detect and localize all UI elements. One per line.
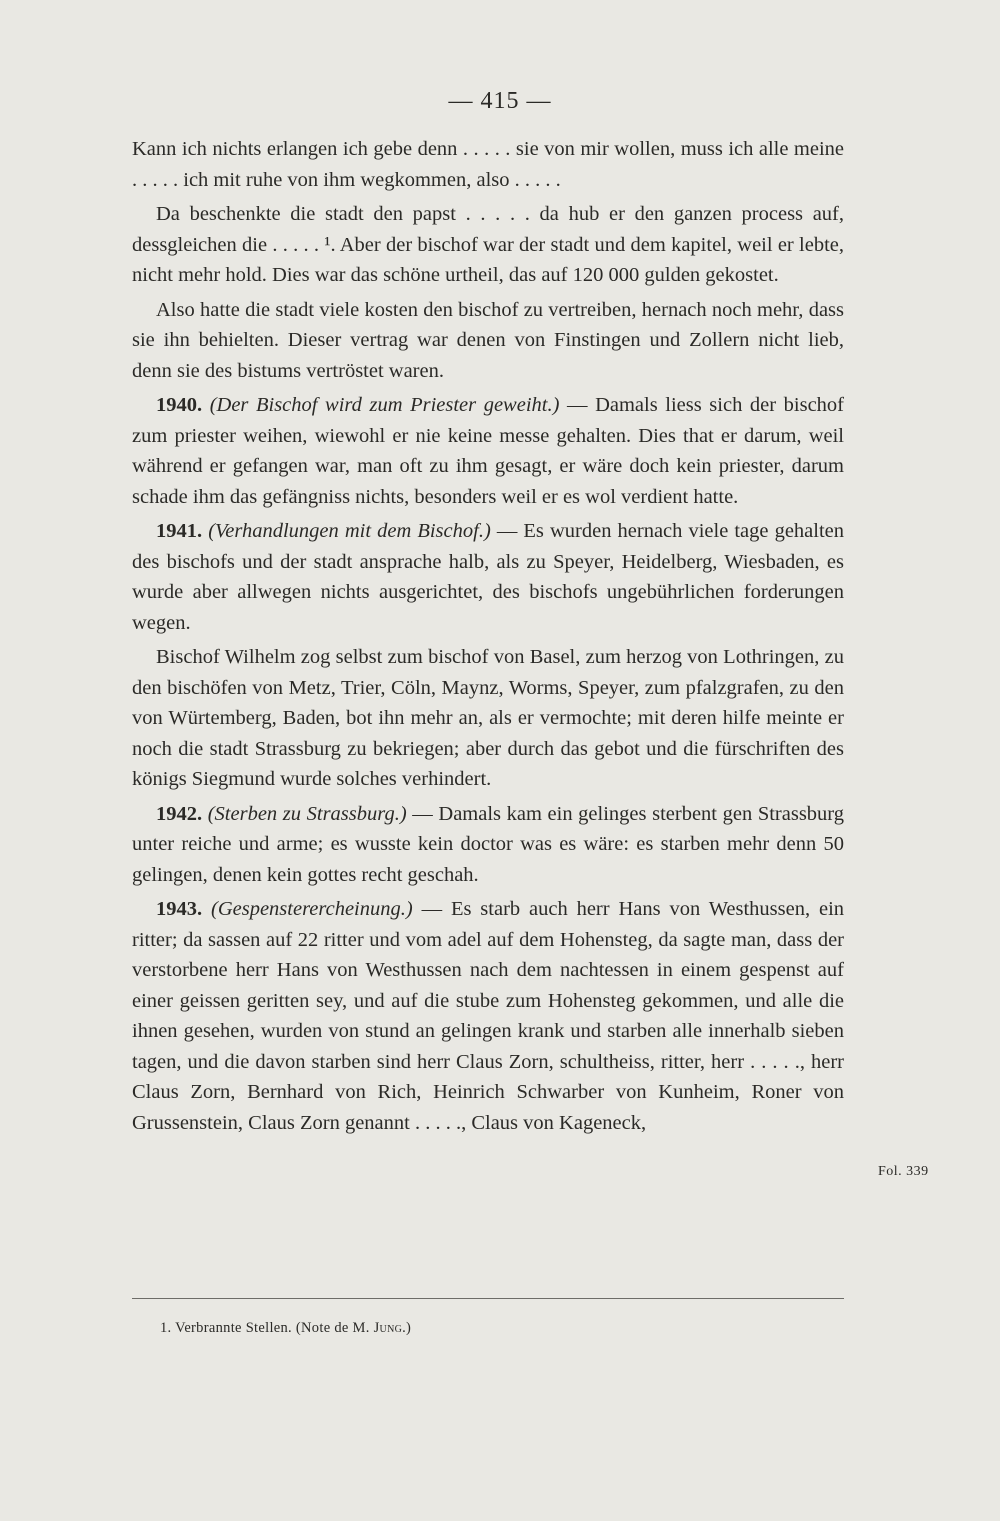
margin-note: Fol. 339: [878, 1164, 929, 1179]
section-1940: [132, 390, 844, 512]
paragraph-text: — Es starb auch herr Hans von Westhussen, ein ritter; da sassen auf 22 ritter und vom adel auf dem Hohensteg, da sagte man, dass der verstorbene herr Hans von Westhussen nach dem nachtessen in einem gespenst auf einer geissen geritten sey, und auf die stube zum Hohensteg gekommen, und alle die ihnen gesehen, wurden von stund an gelingen krank und starben alle innerhalb sieben tagen, und die davon starben sind herr Claus Zorn, schultheiss, ritter, herr . . . . ., herr Claus Zorn, Bernhard von Rich, Heinrich Schwarber von Kunheim, Roner von Grussenstein, Claus Zorn genannt . . . . ., Claus von Kageneck,: [132, 898, 845, 1134]
section-title: (Der Bischof wird zum Priester geweiht.): [209, 394, 560, 416]
footnote-marker: 1.: [160, 1320, 172, 1336]
footnote-text: Verbrannte Stellen. (Note de M.: [175, 1320, 374, 1336]
paragraph-2: [132, 199, 844, 291]
paragraph-text: Da beschenkte die stadt den papst . . . . . da hub er den ganzen process auf, dessgleichen die . . . . . ¹. Aber der bischof war der stadt und dem kapitel, weil er lebte, nicht mehr hold. Dies war das schöne urtheil, das auf 120 000 gulden gekostet.: [132, 203, 844, 286]
footnote-close: .): [402, 1320, 412, 1336]
paragraph-text: Bischof Wilhelm zog selbst zum bischof von Basel, zum herzog von Lothringen, zu den bischöfen von Metz, Trier, Cöln, Maynz, Worms, Speyer, zum pfalzgrafen, zu den von Würtemberg, Baden, bot ihn mehr an, als er vermochte; mit deren hilfe meinte er noch die stadt Strassburg zu bekriegen; aber durch das gebot und die fürschriften des königs Siegmund wurde solches verhindert.: [132, 646, 844, 790]
paragraph-text: — Damals kam ein gelinges sterbent gen Strassburg unter reiche und arme; es wusste kein doctor was es wäre: es starben mehr denn 50 gelingen, denen kein gottes recht geschah.: [132, 802, 845, 886]
body-text: [132, 134, 844, 1142]
paragraph-3: [132, 295, 844, 387]
paragraph-text: — Es wurden hernach viele tage gehalten des bischofs und der stadt ansprache halb, als zu Speyer, Heidelberg, Wiesbaden, es wurde aber allwegen nichts ausgerichtet, des bischofs ungebührlichen forderungen wegen.: [132, 520, 845, 634]
section-title: (Gespensterercheinung.): [211, 898, 413, 920]
section-1942: [132, 799, 844, 891]
paragraph-1: [132, 134, 844, 195]
paragraph-text: — Damals liess sich der bischof zum priester weihen, wiewohl er nie keine messe gehalten. Dies that er darum, weil während er gefangen war, man oft zu ihm gesagt, er wäre doch kein priester, darum schade ihm das gefängniss nichts, besonders weil er es wol verdient hatte.: [132, 394, 844, 508]
section-title: (Verhandlungen mit dem Bischof.): [208, 520, 491, 542]
section-1943: [132, 894, 844, 1138]
section-number: 1940.: [156, 394, 203, 416]
footnote-divider: [132, 1298, 844, 1299]
paragraph-text: Kann ich nichts erlangen ich gebe denn . . . . . sie von mir wollen, muss ich alle meine . . . . . ich mit ruhe von ihm wegkommen, also . . . . .: [132, 138, 844, 191]
footnote: [160, 1320, 411, 1337]
section-number: 1943.: [156, 898, 203, 920]
section-1941: [132, 516, 844, 638]
paragraph-text: Also hatte die stadt viele kosten den bischof zu vertreiben, hernach noch mehr, dass sie ihn behielten. Dieser vertrag war denen von Finstingen und Zollern nicht lieb, denn sie des bistums vertröstet waren.: [132, 298, 844, 382]
section-title: (Sterben zu Strassburg.): [207, 802, 407, 825]
footnote-author: Jung: [373, 1320, 403, 1336]
section-number: 1942.: [156, 802, 203, 825]
page-number: — 415 —: [448, 88, 552, 114]
section-number: 1941.: [156, 520, 203, 542]
paragraph-bischof-wilhelm: [132, 642, 844, 795]
